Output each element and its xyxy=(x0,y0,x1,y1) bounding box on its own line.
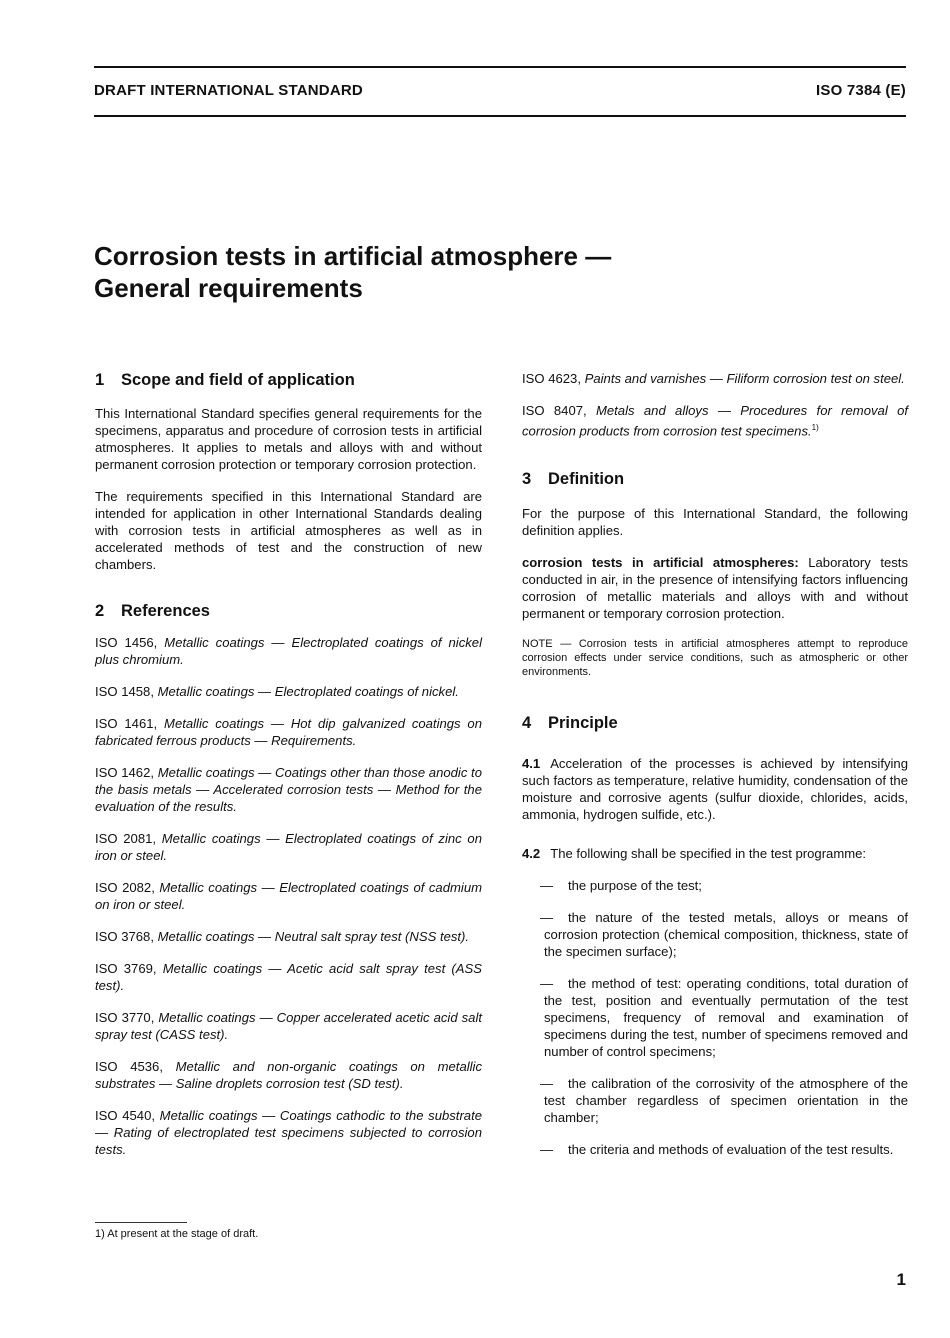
definition-intro: For the purpose of this International Standard, the following definition applies. xyxy=(522,506,908,539)
reference-item: ISO 3769, Metallic coatings — Acetic acid salt spray test (ASS test). xyxy=(95,961,482,993)
reference-item: ISO 2081, Metallic coatings — Electroplated coatings of zinc on iron or steel. xyxy=(95,831,482,863)
section-title: Principle xyxy=(548,714,618,733)
section-title: References xyxy=(121,602,210,620)
section-title: Definition xyxy=(548,470,625,489)
list-item: — the nature of the tested metals, alloys or means of corrosion protection (chemical composition, thickness, state of the specimen surface); xyxy=(540,910,908,960)
reference-item: ISO 1462, Metallic coatings — Coatings other than those anodic to the basis metals — Accelerated corrosion tests — Method for the evaluation of the results. xyxy=(95,765,482,814)
section-number: 3 xyxy=(522,470,532,489)
section-4-heading xyxy=(522,713,908,733)
scope-paragraph-1: This International Standard specifies general requirements for the specimens, apparatus and procedure of corrosion tests in artificial atmospheres. It applies to metals and alloys with and without permanent corrosion protection or temporary corrosion protection. xyxy=(95,406,482,472)
list-item: — the criteria and methods of evaluation of the test results. xyxy=(540,1142,894,1158)
header-top-rule xyxy=(94,66,906,68)
section-1-heading xyxy=(95,370,482,390)
footnote-rule xyxy=(95,1222,187,1223)
section-number: 1 xyxy=(95,371,105,389)
defined-term: corrosion tests in artificial atmospheres: xyxy=(522,555,799,571)
header-bottom-rule xyxy=(94,115,906,117)
clause-4-2: 4.2 The following shall be specified in the test programme: xyxy=(522,846,867,862)
reference-item: ISO 2082, Metallic coatings — Electroplated coatings of cadmium on iron or steel. xyxy=(95,880,483,912)
section-number: 2 xyxy=(95,602,105,620)
footnote: 1) At present at the stage of draft. xyxy=(95,1228,259,1240)
reference-item: ISO 4536, Metallic and non-organic coatings on metallic substrates — Saline droplets corrosion test (SD test). xyxy=(95,1059,482,1091)
reference-item: ISO 1456, Metallic coatings — Electroplated coatings of nickel plus chromium. xyxy=(95,635,483,667)
list-item: — the purpose of the test; xyxy=(540,878,702,894)
clause-4-1: 4.1 Acceleration of the processes is achieved by intensifying such factors as temperature, relative humidity, condensation of the moisture and corrosive agents (sulfur dioxide, chlorides, acids, ammonia, hydrogen sulfide, etc.). xyxy=(522,756,908,823)
left-column xyxy=(95,370,482,1158)
document-title xyxy=(94,240,894,304)
standard-number: ISO 7384 (E) xyxy=(816,82,906,99)
section-title: Scope and field of application xyxy=(121,371,355,389)
section-3-heading xyxy=(522,469,908,489)
reference-item: ISO 4540, Metallic coatings — Coatings cathodic to the substrate — Rating of electroplated test specimens subjected to corrosion tests. xyxy=(95,1108,483,1157)
reference-item: ISO 1458, Metallic coatings — Electroplated coatings of nickel. xyxy=(95,684,459,699)
right-column xyxy=(522,370,908,1158)
title-line-1: Corrosion tests in artificial atmosphere — xyxy=(94,241,612,271)
section-number: 4 xyxy=(522,714,532,733)
scope-paragraph-2: The requirements specified in this International Standard are intended for application in other International Standards dealing with corrosion tests in artificial atmospheres as well as in accelerated methods of test and the construction of new chambers. xyxy=(95,489,482,572)
reference-item: ISO 3770, Metallic coatings — Copper accelerated acetic acid salt spray test (CASS test). xyxy=(95,1010,482,1042)
definition-text: corrosion tests in artificial atmospheres: Laboratory tests conducted in air, in the presence of intensifying factors influencing corrosion of metallic materials and alloys with and without permanent or temporary corrosion protection. xyxy=(522,555,908,622)
document-type: DRAFT INTERNATIONAL STANDARD xyxy=(94,82,363,99)
reference-item: ISO 3768, Metallic coatings — Neutral salt spray test (NSS test). xyxy=(95,929,470,944)
list-item: — the method of test: operating conditions, total duration of the test, position and eventually permutation of the test specimens, frequency of removal and examination of specimens during the test, number of specimens removed and number of control specimens; xyxy=(540,976,908,1060)
reference-item: ISO 8407, Metals and alloys — Procedures for removal of corrosion products from corrosion test specimens.$^{1)}$ xyxy=(522,403,908,439)
page-number: 1 xyxy=(896,1270,906,1289)
reference-item: ISO 1461, Metallic coatings — Hot dip galvanized coatings on fabricated ferrous products — Requirements. xyxy=(95,716,482,748)
section-2-heading xyxy=(95,601,482,621)
reference-item: ISO 4623, Paints and varnishes — Filiform corrosion test on steel. xyxy=(522,371,905,386)
definition-note: NOTE — Corrosion tests in artificial atmospheres attempt to reproduce corrosion effects under service conditions, such as atmospheric or other environments. xyxy=(522,638,908,679)
title-line-2: General requirements xyxy=(94,273,363,303)
footnote-marker: 1) xyxy=(811,423,819,432)
list-item: — the calibration of the corrosivity of the atmosphere of the test chamber regardless of specimen orientation in the chamber; xyxy=(540,1076,908,1126)
